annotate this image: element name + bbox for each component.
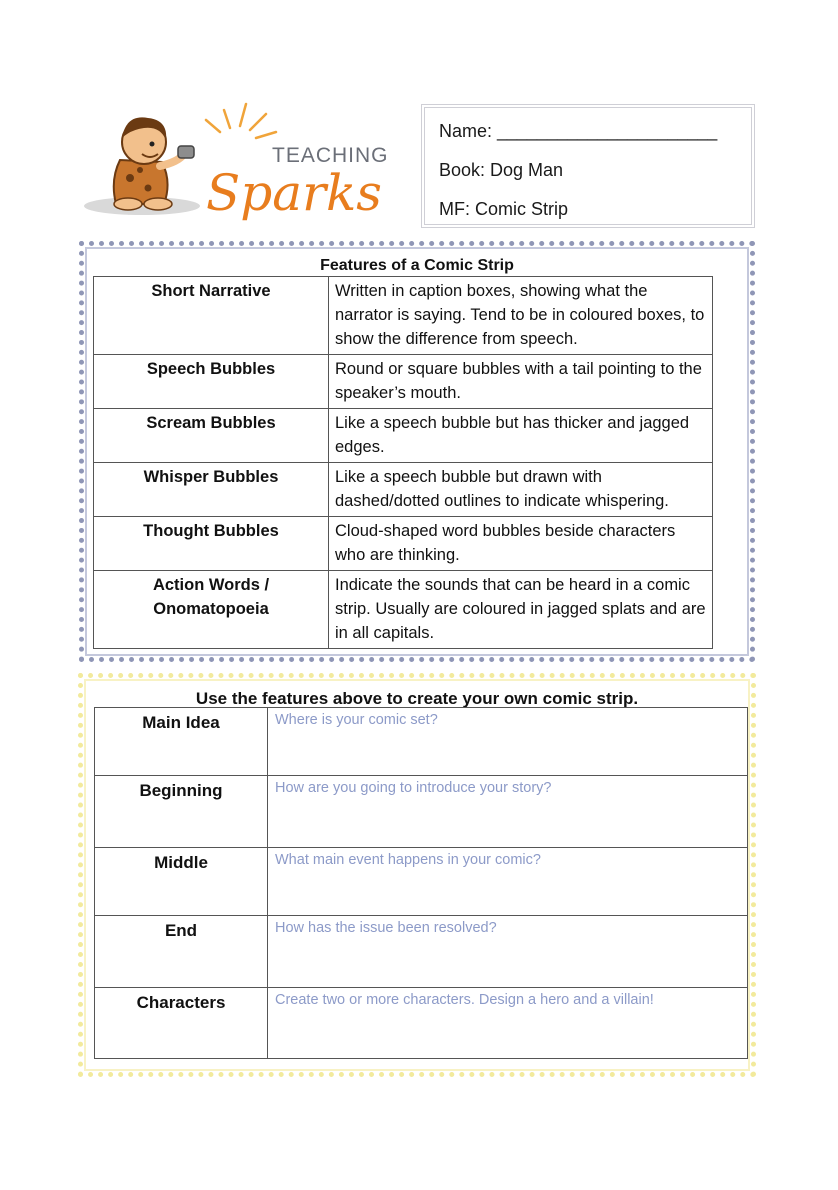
name-field[interactable]: Name: ______________________ bbox=[439, 121, 718, 141]
create-section bbox=[78, 673, 756, 1077]
plan-label-beginning: Beginning bbox=[95, 776, 268, 848]
plan-label-characters: Characters bbox=[95, 988, 268, 1059]
plan-label-end: End bbox=[95, 916, 268, 988]
feature-term: Short Narrative bbox=[94, 277, 329, 355]
table-row bbox=[94, 517, 713, 571]
mf-line: MF: Comic Strip bbox=[439, 199, 569, 219]
plan-input-middle[interactable]: What main event happens in your comic? bbox=[268, 848, 748, 916]
caveman-mascot-icon bbox=[80, 100, 400, 225]
book-line: Book: Dog Man bbox=[439, 160, 564, 180]
features-title: Features of a Comic Strip bbox=[320, 257, 514, 274]
table-row bbox=[95, 848, 748, 916]
feature-term: Speech Bubbles bbox=[94, 355, 329, 409]
table-row bbox=[94, 571, 713, 649]
feature-description: Like a speech bubble but drawn with dashed/dotted outlines to indicate whispering. bbox=[329, 463, 713, 517]
features-table bbox=[93, 276, 713, 649]
table-row bbox=[94, 409, 713, 463]
table-row bbox=[95, 776, 748, 848]
logo-text-sparks: Sparks bbox=[206, 164, 382, 222]
feature-term: Thought Bubbles bbox=[94, 517, 329, 571]
logo-text-teaching: TEACHING bbox=[272, 144, 389, 167]
plan-input-main-idea[interactable]: Where is your comic set? bbox=[268, 708, 748, 776]
plan-input-beginning[interactable]: How are you going to introduce your story? bbox=[268, 776, 748, 848]
table-row bbox=[94, 355, 713, 409]
table-row bbox=[94, 277, 713, 355]
feature-description: Like a speech bubble but has thicker and jagged edges. bbox=[329, 409, 713, 463]
plan-label-middle: Middle bbox=[95, 848, 268, 916]
teaching-sparks-logo bbox=[80, 100, 400, 225]
table-row bbox=[95, 988, 748, 1059]
table-row bbox=[95, 916, 748, 988]
plan-input-characters[interactable]: Create two or more characters. Design a hero and a villain! bbox=[268, 988, 748, 1059]
table-row bbox=[94, 463, 713, 517]
plan-label-main-idea: Main Idea bbox=[95, 708, 268, 776]
table-row bbox=[95, 708, 748, 776]
create-title: Use the features above to create your own comic strip. bbox=[195, 689, 639, 708]
feature-description: Cloud-shaped word bubbles beside characters who are thinking. bbox=[329, 517, 713, 571]
planning-table bbox=[94, 707, 748, 1059]
features-section bbox=[79, 241, 755, 662]
feature-term: Action Words / Onomatopoeia bbox=[94, 571, 329, 649]
feature-term: Whisper Bubbles bbox=[94, 463, 329, 517]
student-info-box bbox=[421, 104, 755, 228]
feature-description: Round or square bubbles with a tail pointing to the speaker’s mouth. bbox=[329, 355, 713, 409]
feature-term: Scream Bubbles bbox=[94, 409, 329, 463]
feature-description: Written in caption boxes, showing what the narrator is saying. Tend to be in coloured boxes, to show the difference from speech. bbox=[329, 277, 713, 355]
plan-input-end[interactable]: How has the issue been resolved? bbox=[268, 916, 748, 988]
feature-description: Indicate the sounds that can be heard in a comic strip. Usually are coloured in jagged splats and are in all capitals. bbox=[329, 571, 713, 649]
